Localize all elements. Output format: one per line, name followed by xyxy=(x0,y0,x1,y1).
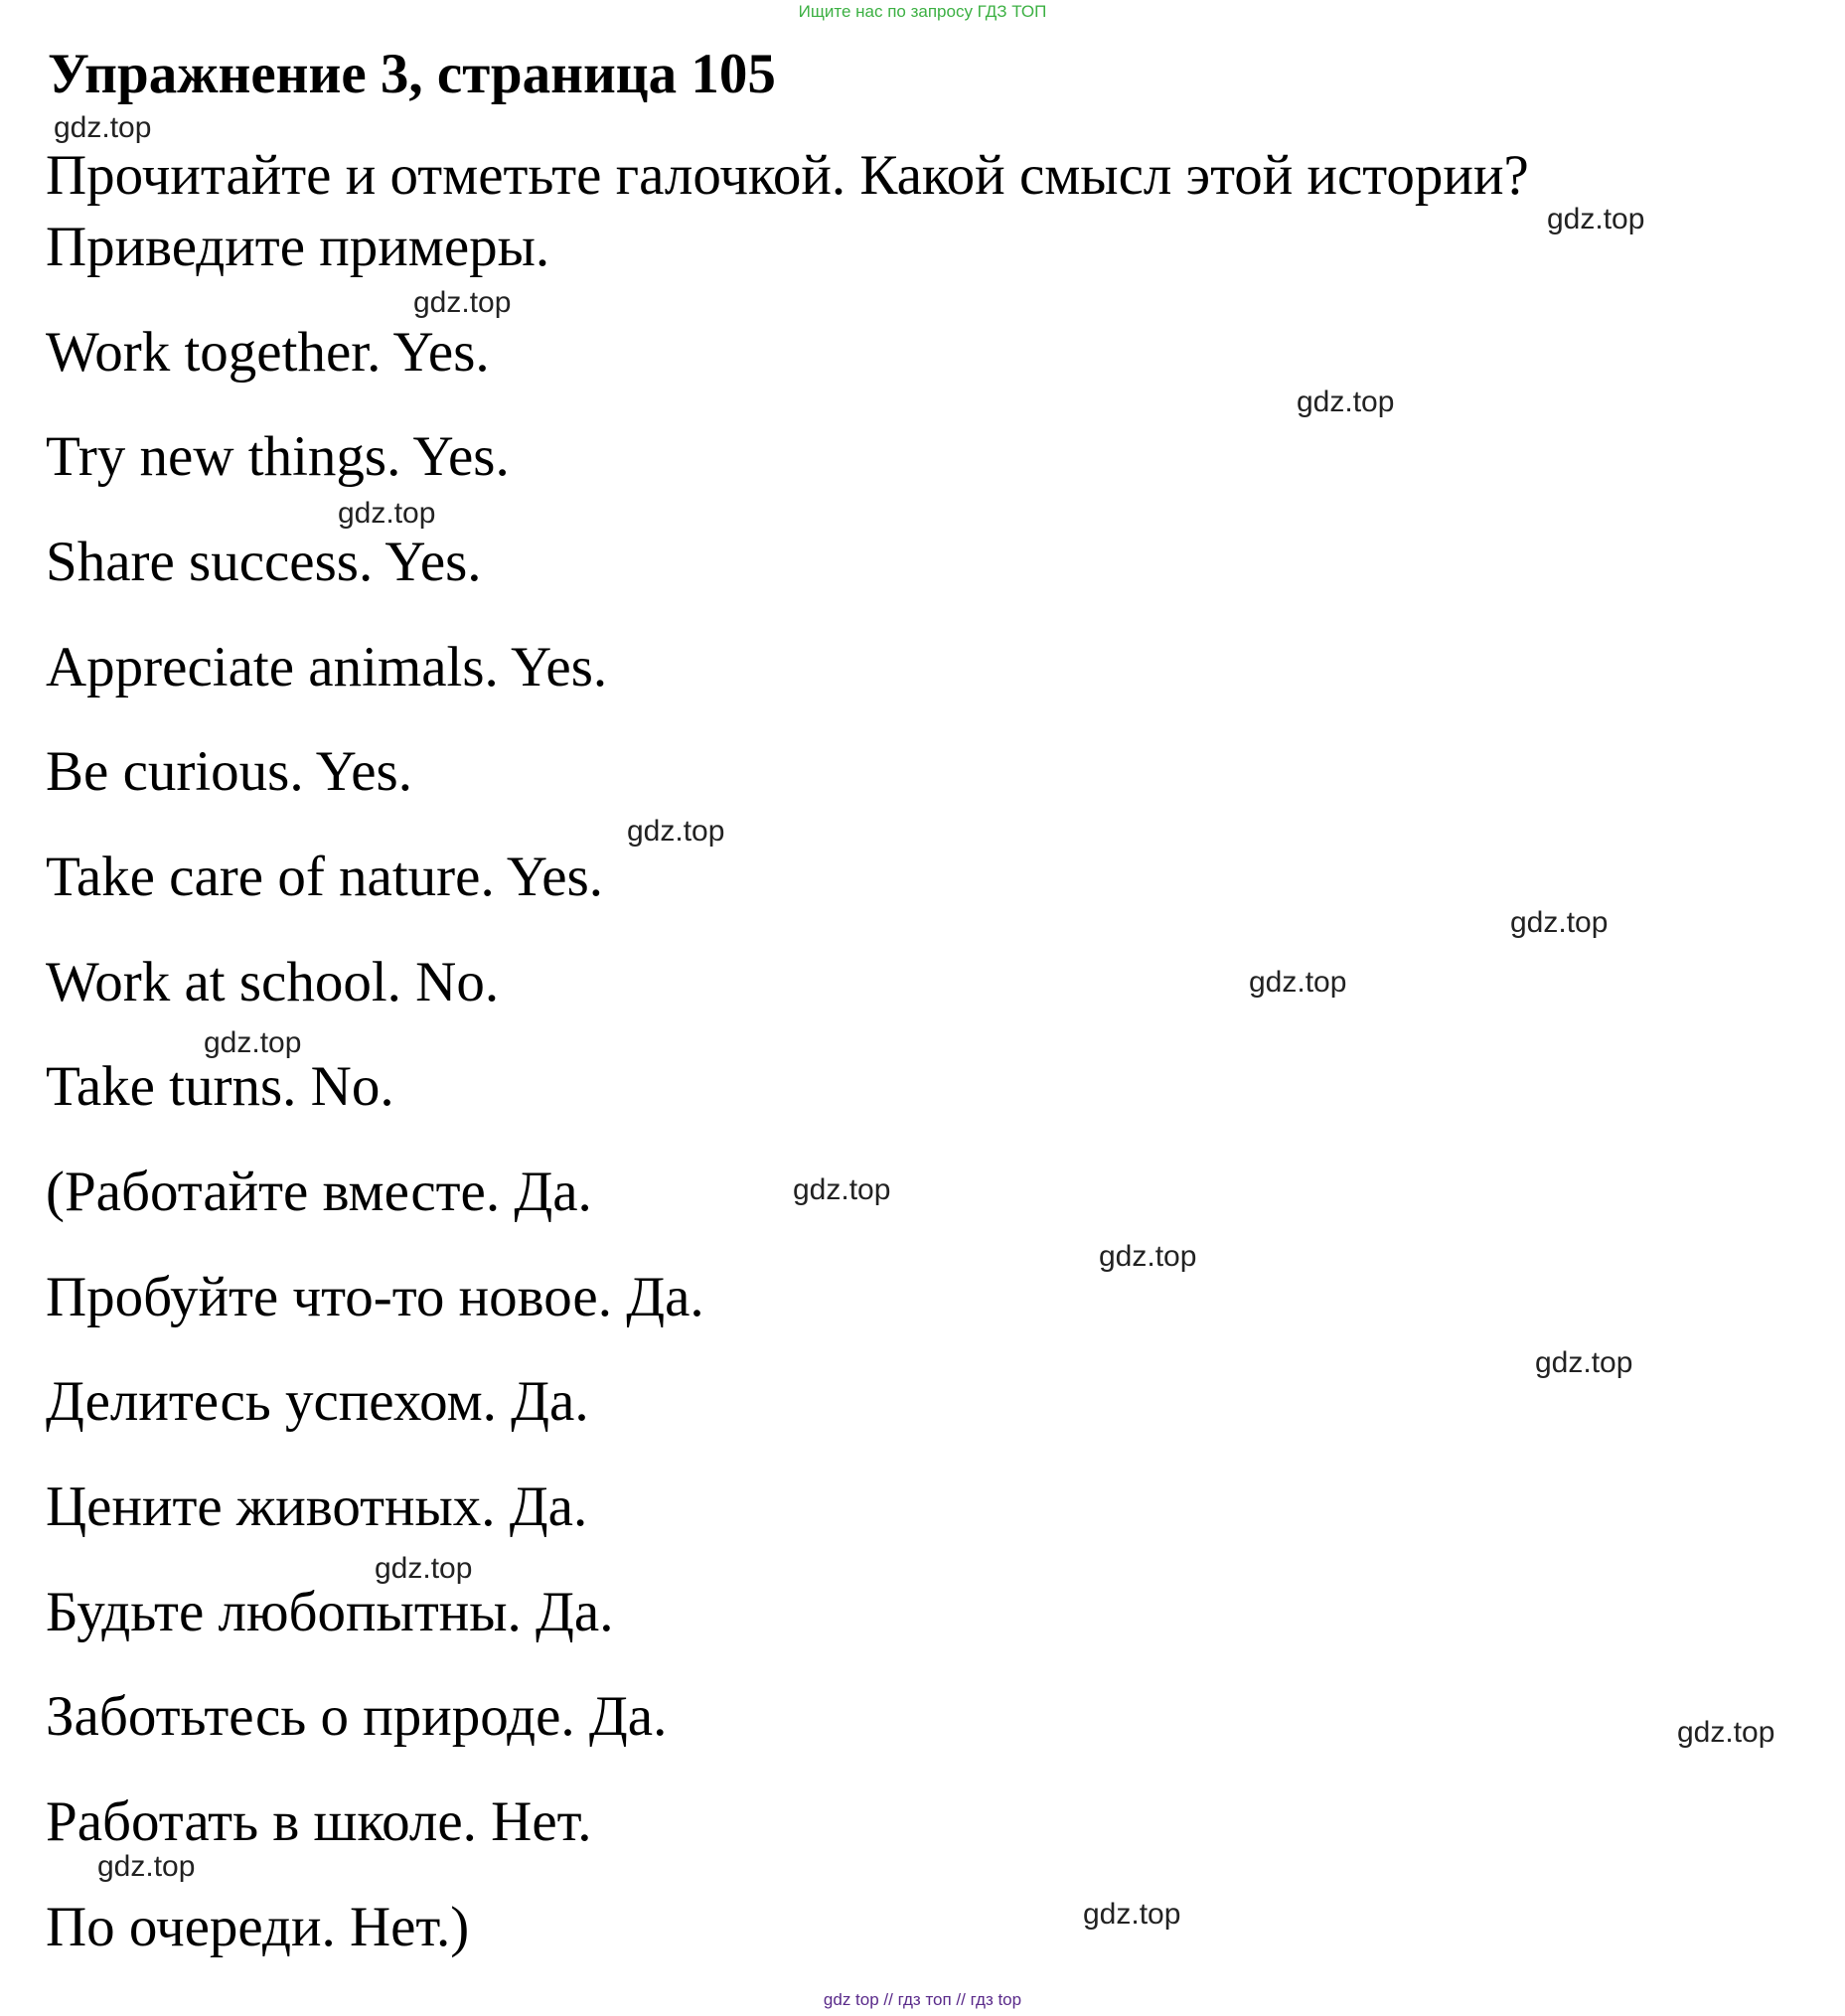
watermark: gdz.top xyxy=(627,815,725,848)
task-line-2: Приведите примеры. xyxy=(46,216,550,278)
watermark: gdz.top xyxy=(1535,1346,1633,1379)
answer-line: Work at school. No. xyxy=(46,951,500,1013)
answer-line: Take turns. No. xyxy=(46,1055,394,1118)
watermark: gdz.top xyxy=(1083,1898,1181,1931)
task-line-1: Прочитайте и отметьте галочкой. Какой смысл этой истории? xyxy=(46,144,1529,207)
answer-line: Пробуйте что-то новое. Да. xyxy=(46,1266,704,1328)
answer-line: Цените животных. Да. xyxy=(46,1475,588,1538)
watermark: gdz.top xyxy=(375,1552,473,1585)
top-banner: Ищите нас по запросу ГДЗ ТОП xyxy=(798,2,1047,21)
answer-line: По очереди. Нет.) xyxy=(46,1896,470,1958)
footer: gdz top // гдз топ // гдз top xyxy=(823,1990,1022,2009)
watermark: gdz.top xyxy=(204,1026,302,1059)
page-title: Упражнение 3, страница 105 xyxy=(48,43,776,105)
answer-line: (Работайте вместе. Да. xyxy=(46,1161,592,1223)
answer-line: Делитесь успехом. Да. xyxy=(46,1370,589,1433)
answer-line: Будьте любопытны. Да. xyxy=(46,1581,614,1643)
watermark: gdz.top xyxy=(338,497,436,530)
answer-line: Appreciate animals. Yes. xyxy=(46,636,608,698)
answer-line: Work together. Yes. xyxy=(46,321,490,384)
watermark: gdz.top xyxy=(1297,386,1395,418)
watermark: gdz.top xyxy=(1099,1240,1197,1273)
answer-line: Работать в школе. Нет. xyxy=(46,1790,592,1853)
watermark: gdz.top xyxy=(413,286,512,319)
watermark: gdz.top xyxy=(793,1173,891,1206)
watermark: gdz.top xyxy=(1677,1716,1775,1749)
answer-line: Share success. Yes. xyxy=(46,531,482,593)
answer-line: Be curious. Yes. xyxy=(46,740,412,803)
answer-line: Try new things. Yes. xyxy=(46,425,510,488)
watermark: gdz.top xyxy=(1249,966,1347,999)
answer-line: Заботьтесь о природе. Да. xyxy=(46,1685,668,1748)
answer-line: Take care of nature. Yes. xyxy=(46,846,604,908)
watermark: gdz.top xyxy=(54,111,152,144)
watermark: gdz.top xyxy=(97,1850,196,1883)
watermark: gdz.top xyxy=(1547,203,1645,235)
watermark: gdz.top xyxy=(1510,906,1609,939)
